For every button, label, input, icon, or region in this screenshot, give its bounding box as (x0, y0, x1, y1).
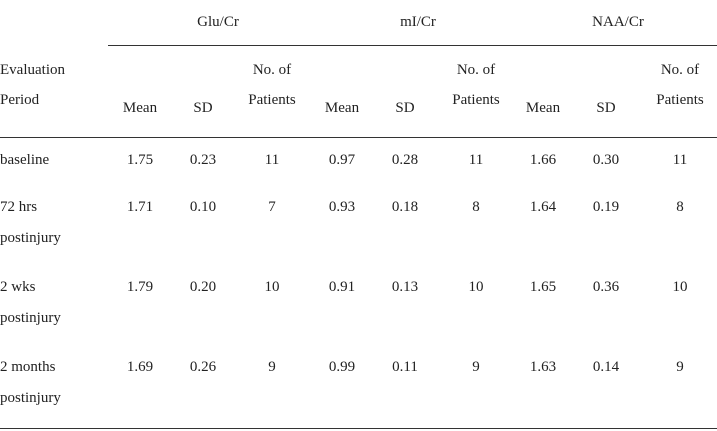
table-cell: 0.30 (592, 152, 620, 168)
table-cell: 1.71 (126, 199, 154, 215)
subheader-no-of-naa-cr: No. of (660, 62, 700, 78)
row-label: postinjury (0, 390, 61, 406)
subheader-patients-mi-cr: Patients (452, 92, 500, 108)
table-cell: 9 (268, 359, 276, 375)
table-cell: 9 (472, 359, 480, 375)
table-cell: 0.13 (391, 279, 419, 295)
table-cell: 1.75 (126, 152, 154, 168)
table-cell: 0.10 (189, 199, 217, 215)
table-cell: 1.63 (529, 359, 557, 375)
table-cell: 8 (676, 199, 684, 215)
subheader-sd-glu-cr: SD (193, 100, 213, 116)
table-cell: 10 (672, 279, 688, 295)
row-label: 2 wks (0, 279, 36, 295)
row-label: postinjury (0, 310, 61, 326)
subheader-mean-naa-cr: Mean (525, 100, 561, 116)
table-cell: 0.11 (392, 359, 418, 375)
table-cell: 0.26 (189, 359, 217, 375)
table-cell: 0.18 (391, 199, 419, 215)
table-cell: 0.99 (328, 359, 356, 375)
table-cell: 0.23 (189, 152, 217, 168)
table-cell: 9 (676, 359, 684, 375)
table-cell: 11 (468, 152, 484, 168)
table-cell: 0.20 (189, 279, 217, 295)
table-cell: 8 (472, 199, 480, 215)
subheader-no-of-mi-cr: No. of (456, 62, 496, 78)
table-cell: 10 (468, 279, 484, 295)
subheader-mean-mi-cr: Mean (324, 100, 360, 116)
group-header-naa-cr: NAA/Cr (592, 14, 644, 30)
table-cell: 1.79 (126, 279, 154, 295)
subheader-patients-naa-cr: Patients (656, 92, 704, 108)
group-header-mi-cr: mI/Cr (400, 14, 436, 30)
row-header-period: Period (0, 92, 40, 108)
table-cell: 0.19 (592, 199, 620, 215)
subheader-sd-naa-cr: SD (596, 100, 616, 116)
table-cell: 0.36 (592, 279, 620, 295)
group-header-rule (108, 45, 717, 46)
header-bottom-rule (0, 137, 717, 138)
table-cell: 0.91 (328, 279, 356, 295)
row-label: postinjury (0, 230, 61, 246)
group-header-glu-cr: Glu/Cr (197, 14, 239, 30)
table-cell: 1.65 (529, 279, 557, 295)
table-cell: 1.66 (529, 152, 557, 168)
table-cell: 0.97 (328, 152, 356, 168)
row-label: 2 months (0, 359, 56, 375)
table-bottom-rule (0, 428, 717, 429)
table-cell: 11 (672, 152, 688, 168)
row-label: baseline (0, 152, 50, 168)
table-cell: 1.64 (529, 199, 557, 215)
table-cell: 1.69 (126, 359, 154, 375)
table-cell: 0.28 (391, 152, 419, 168)
table-cell: 11 (264, 152, 280, 168)
row-header-evaluation: Evaluation (0, 62, 65, 78)
table-cell: 10 (264, 279, 280, 295)
table-cell: 0.14 (592, 359, 620, 375)
row-label: 72 hrs (0, 199, 38, 215)
row-header-full (0, 0, 1, 1)
subheader-mean-glu-cr: Mean (122, 100, 158, 116)
subheader-sd-mi-cr: SD (395, 100, 415, 116)
table-cell: 7 (268, 199, 276, 215)
subheader-patients-glu-cr: Patients (248, 92, 296, 108)
subheader-no-of-glu-cr: No. of (252, 62, 292, 78)
table-cell: 0.93 (328, 199, 356, 215)
